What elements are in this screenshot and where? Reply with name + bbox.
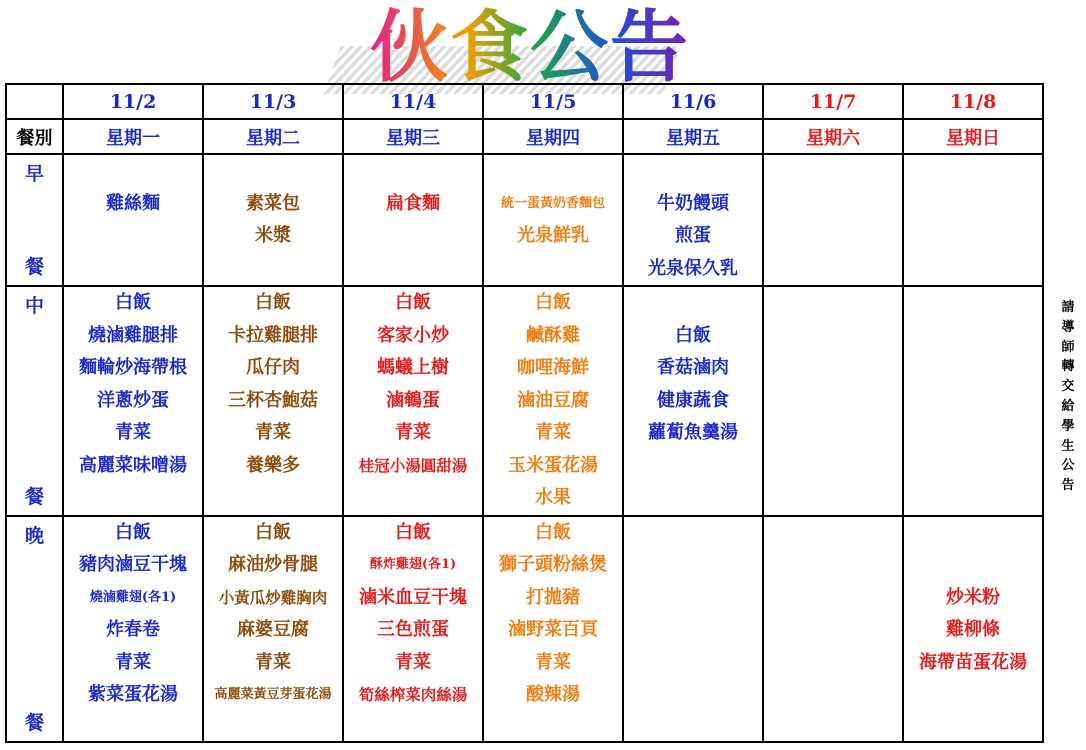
weekday-cell: 星期日 xyxy=(903,119,1043,154)
weekday-cell: 星期二 xyxy=(203,119,343,154)
menu-cell xyxy=(203,516,343,742)
menu-item: 滷鵪蛋 xyxy=(386,389,440,411)
menu-cell xyxy=(903,154,1043,286)
menu-item xyxy=(64,155,202,188)
meal-label-bottom: 餐 xyxy=(24,711,44,734)
date-cell: 11/2 xyxy=(63,84,203,119)
menu-item: 酥炸雞翅(各1) xyxy=(369,557,457,572)
menu-item xyxy=(624,155,762,188)
menu-item: 高麗菜黃豆芽蛋花湯 xyxy=(214,687,332,702)
menu-item: 青菜 xyxy=(535,422,571,443)
menu-item: 洋蔥炒蛋 xyxy=(97,389,169,411)
menu-item: 扁食麵 xyxy=(386,192,440,214)
menu-item: 滷油豆腐 xyxy=(517,389,589,411)
menu-item: 白飯 xyxy=(115,292,151,313)
menu-item: 雞柳條 xyxy=(946,619,1000,640)
menu-item-list xyxy=(344,287,482,482)
weekday-cell: 星期四 xyxy=(483,119,623,154)
menu-cell xyxy=(63,154,203,286)
menu-item: 麻油炒骨腿 xyxy=(228,554,318,575)
side-note-char: 學 xyxy=(1061,418,1075,434)
meal-label-top: 早 xyxy=(24,163,44,185)
menu-cell xyxy=(203,286,343,516)
side-note-char: 給 xyxy=(1061,398,1075,414)
menu-item: 鹹酥雞 xyxy=(526,324,580,346)
menu-item: 滷米血豆干塊 xyxy=(359,586,467,608)
menu-item xyxy=(204,155,342,188)
menu-item: 白飯 xyxy=(395,521,431,543)
corner-cell xyxy=(6,84,63,119)
menu-item: 統一蛋黃奶香麵包 xyxy=(500,195,605,211)
side-note-char: 轉 xyxy=(1061,359,1075,375)
date-cell: 11/5 xyxy=(483,84,623,119)
menu-cell xyxy=(623,154,763,286)
meal-label-top: 中 xyxy=(24,295,44,317)
menu-item: 煎蛋 xyxy=(675,225,711,246)
side-note xyxy=(1057,298,1079,496)
meal-label-bottom: 餐 xyxy=(24,485,44,508)
menu-item: 獅子頭粉絲煲 xyxy=(499,554,607,575)
menu-cell xyxy=(63,286,203,516)
menu-item-list xyxy=(484,155,622,253)
weekday-cell: 星期六 xyxy=(763,119,903,154)
menu-item: 青菜 xyxy=(395,651,431,673)
menu-item xyxy=(484,155,622,188)
date-cell: 11/3 xyxy=(203,84,343,119)
menu-cell xyxy=(343,286,483,516)
side-note-char: 公 xyxy=(1061,458,1075,474)
side-note-char: 師 xyxy=(1061,339,1075,355)
menu-cell xyxy=(483,154,623,286)
menu-item-list xyxy=(344,517,482,712)
menu-cell xyxy=(343,516,483,742)
meal-label-cell xyxy=(6,286,63,516)
menu-item: 高麗菜味噌湯 xyxy=(79,454,187,476)
menu-item-list xyxy=(64,517,202,712)
menu-cell xyxy=(203,154,343,286)
weekday-cell: 星期五 xyxy=(623,119,763,154)
menu-item: 麻婆豆腐 xyxy=(237,619,309,640)
meal-column-header: 餐別 xyxy=(6,119,63,154)
menu-item: 咖哩海鮮 xyxy=(517,357,589,378)
menu-item xyxy=(904,549,1042,582)
menu-item: 瓜仔肉 xyxy=(246,357,300,378)
menu-item: 海帶苗蛋花湯 xyxy=(919,651,1027,673)
menu-item: 青菜 xyxy=(255,422,291,443)
menu-item-list xyxy=(624,287,762,450)
menu-item: 白飯 xyxy=(255,521,291,543)
side-note-char: 生 xyxy=(1061,438,1075,454)
menu-item: 素菜包 xyxy=(246,192,300,214)
menu-item xyxy=(904,517,1042,550)
menu-item: 筍絲榨菜肉絲湯 xyxy=(358,685,468,704)
menu-item xyxy=(624,287,762,320)
menu-item: 打拋豬 xyxy=(526,586,580,608)
menu-item-list xyxy=(204,287,342,482)
menu-item: 水果 xyxy=(535,487,571,508)
menu-item: 炒米粉 xyxy=(946,586,1000,608)
menu-cell xyxy=(763,516,903,742)
menu-item: 酸辣湯 xyxy=(526,684,580,705)
meal-label-cell xyxy=(6,516,63,742)
menu-item: 米漿 xyxy=(255,225,291,246)
menu-item-list xyxy=(484,287,622,515)
menu-cell xyxy=(623,286,763,516)
menu-item: 白飯 xyxy=(395,292,431,313)
menu-item: 白飯 xyxy=(535,521,571,543)
menu-item: 客家小炒 xyxy=(377,324,449,346)
menu-item: 雞絲麵 xyxy=(106,192,160,214)
date-cell: 11/7 xyxy=(763,84,903,119)
menu-cell xyxy=(763,154,903,286)
menu-item: 牛奶饅頭 xyxy=(657,192,729,214)
menu-item: 光泉保久乳 xyxy=(648,257,738,279)
menu-cell xyxy=(763,286,903,516)
menu-item: 三色煎蛋 xyxy=(377,619,449,640)
menu-item: 豬肉滷豆干塊 xyxy=(79,554,187,575)
date-cell: 11/6 xyxy=(623,84,763,119)
menu-item: 青菜 xyxy=(535,651,571,673)
menu-item: 麵輪炒海帶根 xyxy=(79,357,187,378)
menu-cell xyxy=(343,154,483,286)
menu-item: 養樂多 xyxy=(246,454,300,476)
menu-cell xyxy=(483,286,623,516)
menu-item: 卡拉雞腿排 xyxy=(228,324,318,346)
menu-item-list xyxy=(64,155,202,220)
side-note-char: 請 xyxy=(1061,300,1075,315)
menu-cell xyxy=(903,516,1043,742)
menu-item-list xyxy=(204,155,342,253)
meal-label-cell xyxy=(6,154,63,286)
menu-item: 青菜 xyxy=(115,422,151,443)
menu-item: 白飯 xyxy=(115,521,151,543)
menu-item: 炸春卷 xyxy=(106,619,160,640)
menu-item-list xyxy=(624,155,762,285)
meal-label-bottom: 餐 xyxy=(24,256,44,278)
menu-item: 白飯 xyxy=(535,292,571,313)
menu-item: 滷野菜百頁 xyxy=(508,619,598,640)
menu-item: 燒滷雞翅(各1) xyxy=(89,589,177,605)
side-note-char: 導 xyxy=(1061,319,1075,335)
menu-item: 白飯 xyxy=(255,292,291,313)
menu-item-list xyxy=(904,517,1042,680)
menu-item: 桂冠小湯圓甜湯 xyxy=(358,455,468,475)
menu-cell xyxy=(63,516,203,742)
menu-item-list xyxy=(344,155,482,220)
menu-item: 健康蔬食 xyxy=(657,389,729,411)
menu-item: 青菜 xyxy=(395,422,431,443)
menu-item-list xyxy=(64,287,202,482)
menu-item: 紫菜蛋花湯 xyxy=(88,684,178,705)
date-cell: 11/4 xyxy=(343,84,483,119)
menu-item: 蘿蔔魚羹湯 xyxy=(648,422,738,443)
page-title: 伙食公告 xyxy=(370,0,690,96)
menu-item: 小黃瓜炒雞胸肉 xyxy=(218,587,328,607)
menu-item xyxy=(344,155,482,188)
date-cell: 11/8 xyxy=(903,84,1043,119)
menu-item-list xyxy=(484,517,622,712)
side-note-char: 交 xyxy=(1061,379,1075,395)
menu-item: 青菜 xyxy=(115,651,151,673)
menu-item: 燒滷雞腿排 xyxy=(88,324,178,346)
menu-cell xyxy=(623,516,763,742)
menu-cell xyxy=(483,516,623,742)
menu-item: 三杯杏鮑菇 xyxy=(228,389,318,411)
side-note-char: 告 xyxy=(1061,478,1075,494)
menu-item: 香菇滷肉 xyxy=(657,357,729,378)
weekday-cell: 星期三 xyxy=(343,119,483,154)
menu-item: 螞蟻上樹 xyxy=(377,357,449,378)
menu-table xyxy=(5,83,1044,743)
menu-item-list xyxy=(204,517,342,712)
menu-item: 玉米蛋花湯 xyxy=(508,454,598,476)
menu-item: 白飯 xyxy=(675,324,711,346)
weekday-cell: 星期一 xyxy=(63,119,203,154)
meal-label-top: 晚 xyxy=(24,524,44,547)
menu-item: 青菜 xyxy=(255,651,291,673)
menu-item: 光泉鮮乳 xyxy=(517,225,589,246)
menu-cell xyxy=(903,286,1043,516)
